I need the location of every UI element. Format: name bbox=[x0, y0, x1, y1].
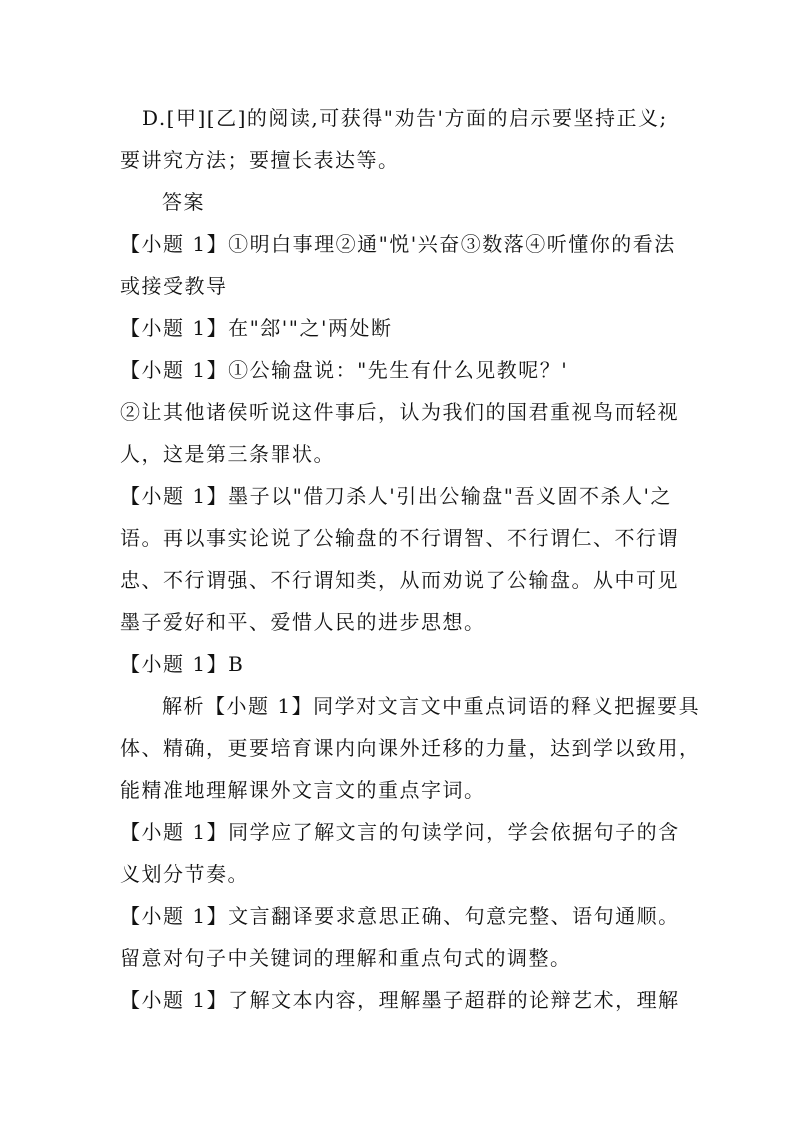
answer-heading: 答案 bbox=[162, 190, 205, 214]
analysis-3-line-2: 留意对句子中关键词的理解和重点句式的调整。 bbox=[120, 946, 572, 970]
analysis-1-line-1: 解析【小题 1】同学对文言文中重点词语的释义把握要具 bbox=[162, 694, 701, 718]
answer-3-line-1: 【小题 1】①公输盘说："先生有什么见教呢？' bbox=[120, 358, 569, 382]
answer-4-line-2: 语。再以事实论说了公输盘的不行谓智、不行谓仁、不行谓 bbox=[120, 526, 679, 550]
analysis-2-line-2: 义划分节奏。 bbox=[120, 862, 249, 886]
answer-4-line-1: 【小题 1】墨子以"借刀杀人'引出公输盘"吾义固不杀人'之 bbox=[120, 484, 672, 508]
analysis-4-line-1: 【小题 1】了解文本内容，理解墨子超群的论辩艺术，理解 bbox=[120, 988, 680, 1012]
option-d-line-2: 要讲究方法；要擅长表达等。 bbox=[120, 148, 400, 172]
answer-3-line-3: 人，这是第三条罪状。 bbox=[120, 442, 335, 466]
analysis-2-line-1: 【小题 1】同学应了解文言的句读学问，学会依据句子的含 bbox=[120, 820, 680, 844]
answer-4-line-3: 忠、不行谓强、不行谓知类，从而劝说了公输盘。从中可见 bbox=[120, 568, 679, 592]
answer-1-line-2: 或接受教导 bbox=[120, 274, 228, 298]
analysis-3-line-1: 【小题 1】文言翻译要求意思正确、句意完整、语句通顺。 bbox=[120, 904, 680, 928]
answer-1-line-1: 【小题 1】①明白事理②通"悦'兴奋③数落④听懂你的看法 bbox=[120, 232, 676, 256]
option-d-line-1: D.[甲][乙]的阅读,可获得"劝告'方面的启示要坚持正义; bbox=[142, 106, 668, 130]
answer-5-line: 【小题 1】B bbox=[120, 652, 245, 676]
analysis-1-line-2: 体、精确，更要培育课内向课外迁移的力量，达到学以致用， bbox=[120, 736, 701, 760]
answer-3-line-2: ②让其他诸侯听说这件事后，认为我们的国君重视鸟而轻视 bbox=[120, 400, 679, 424]
analysis-1-line-3: 能精准地理解课外文言文的重点字词。 bbox=[120, 778, 486, 802]
answer-2-line: 【小题 1】在"郐'"之'两处断 bbox=[120, 316, 393, 340]
answer-4-line-4: 墨子爱好和平、爱惜人民的进步思想。 bbox=[120, 610, 486, 634]
